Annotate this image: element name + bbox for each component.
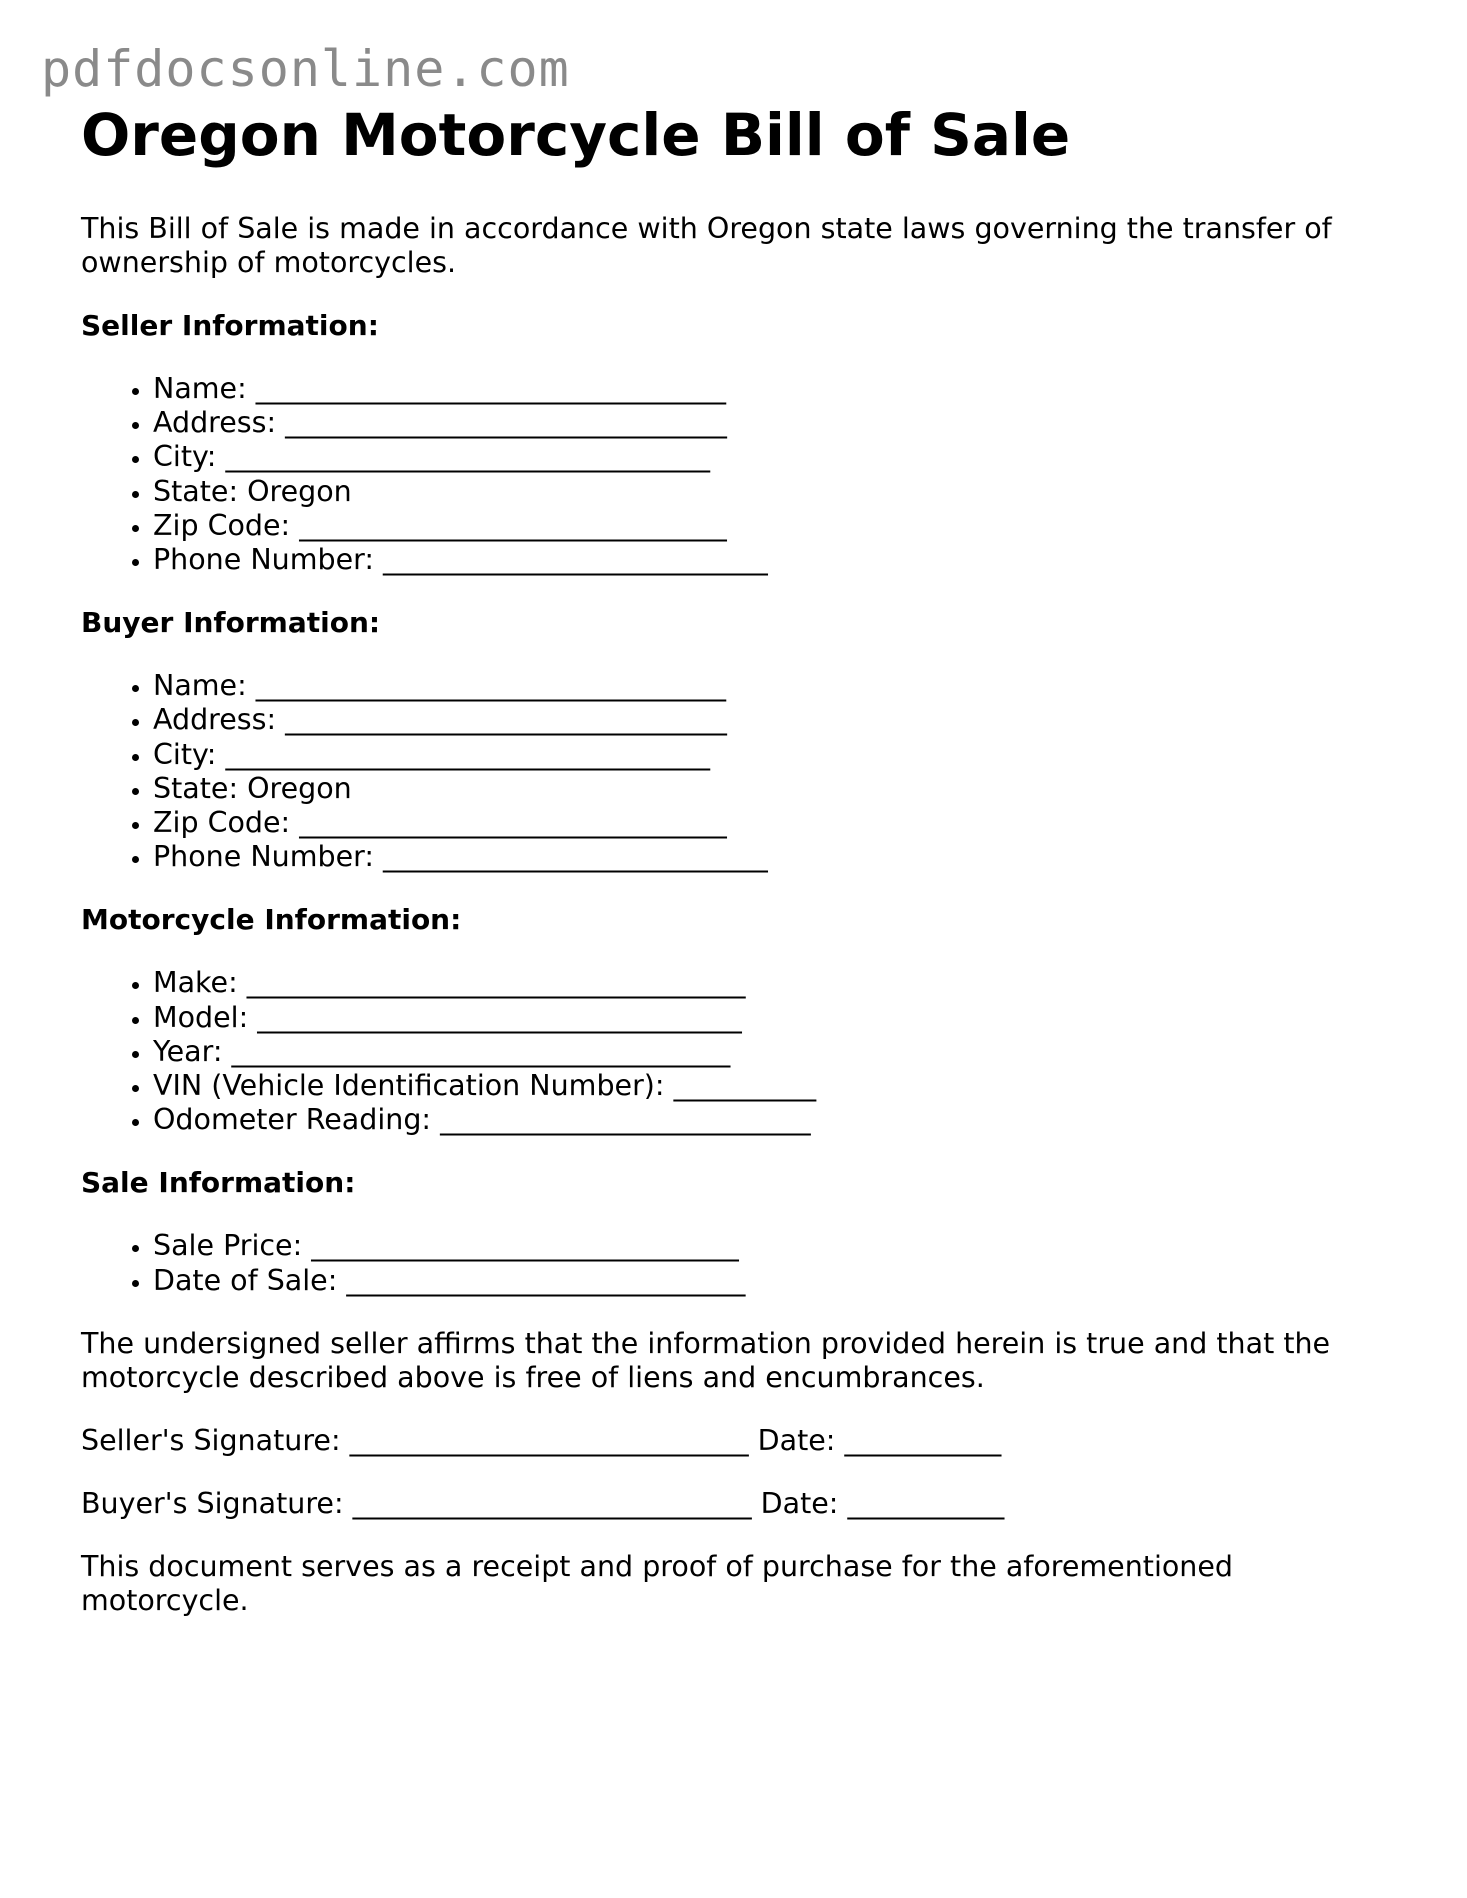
- page-title: Oregon Motorcycle Bill of Sale: [81, 101, 1071, 169]
- buyer-state-field: • State: Oregon: [153, 772, 1401, 806]
- sale-price-field: • Sale Price: ______________________________: [153, 1229, 1401, 1263]
- motorcycle-make-field: • Make: ___________________________________: [153, 966, 1401, 1000]
- buyer-zip-field: • Zip Code: ______________________________: [153, 806, 1401, 840]
- seller-city-field: • City: __________________________________: [153, 440, 1401, 474]
- buyer-list: [81, 669, 1401, 874]
- buyer-city-field: • City: __________________________________: [153, 738, 1401, 772]
- seller-name-field: • Name: _________________________________: [153, 372, 1401, 406]
- sale-date-field: • Date of Sale: ____________________________: [153, 1264, 1401, 1298]
- buyer-signature-line: Buyer's Signature: ____________________________ Date: ___________: [81, 1486, 1005, 1520]
- seller-phone-field: • Phone Number: ___________________________: [153, 543, 1401, 577]
- motorcycle-heading: Motorcycle Information:: [81, 903, 462, 937]
- motorcycle-vin-field: • VIN (Vehicle Identification Number): __________: [153, 1069, 1401, 1103]
- motorcycle-odometer-field: • Odometer Reading: __________________________: [153, 1103, 1401, 1137]
- watermark: pdfdocsonline.com: [41, 40, 570, 98]
- buyer-address-field: • Address: _______________________________: [153, 703, 1401, 737]
- sale-heading: Sale Information:: [81, 1166, 356, 1200]
- sale-list: [81, 1229, 1401, 1297]
- seller-heading: Seller Information:: [81, 309, 379, 342]
- seller-list: [81, 372, 1401, 577]
- seller-state-field: • State: Oregon: [153, 475, 1401, 509]
- motorcycle-list: [81, 966, 1401, 1137]
- buyer-phone-field: • Phone Number: ___________________________: [153, 840, 1401, 874]
- document-page: [81, 100, 1401, 1618]
- seller-signature-line: Seller's Signature: ____________________________ Date: ___________: [81, 1423, 1002, 1457]
- seller-zip-field: • Zip Code: ______________________________: [153, 509, 1401, 543]
- motorcycle-model-field: • Model: __________________________________: [153, 1001, 1401, 1035]
- closing-paragraph: This document serves as a receipt and proof of purchase for the aforementioned motorcycle.: [81, 1549, 1233, 1617]
- motorcycle-year-field: • Year: ___________________________________: [153, 1035, 1401, 1069]
- affirmation-paragraph: The undersigned seller affirms that the information provided herein is true and that the motorcycle described above is free of liens and encumbrances.: [81, 1326, 1331, 1394]
- seller-address-field: • Address: _______________________________: [153, 406, 1401, 440]
- buyer-heading: Buyer Information:: [81, 606, 381, 640]
- intro-paragraph: This Bill of Sale is made in accordance with Oregon state laws governing the transfer of ownership of motorcycles.: [81, 212, 1332, 279]
- buyer-name-field: • Name: _________________________________: [153, 669, 1401, 703]
